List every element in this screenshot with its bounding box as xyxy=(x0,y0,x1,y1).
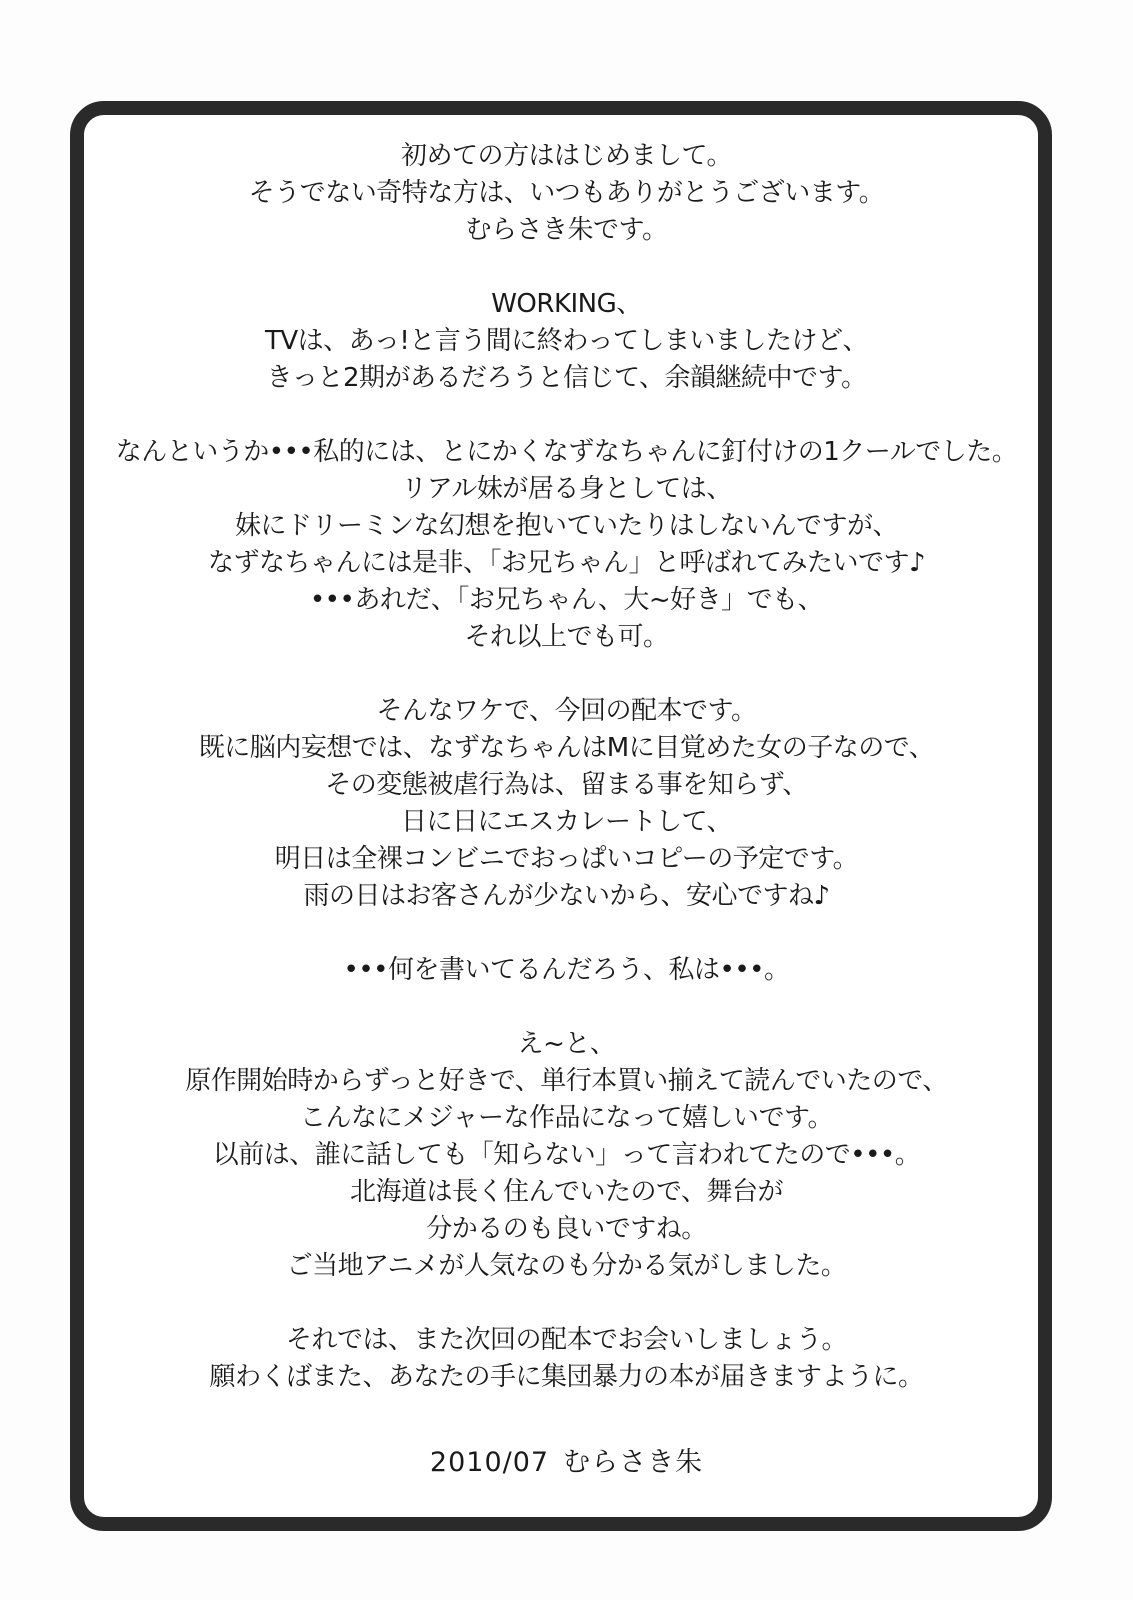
text-line: •••何を書いてるんだろう、私は•••。 xyxy=(343,955,790,985)
text-line: リアル妹が居る身としては、 xyxy=(401,474,732,504)
text-line: そうでない奇特な方は、いつもありがとうございます。 xyxy=(248,178,885,208)
text-line: 既に脳内妄想では、なずなちゃんはMに目覚めた女の子なので、 xyxy=(198,733,935,763)
paragraph-gap xyxy=(0,656,1133,693)
paragraph xyxy=(0,286,1133,397)
text-line: その変態被虐行為は、留まる事を知らず、 xyxy=(325,770,808,800)
text-line: それでは、また次回の配本でお会いしましょう。 xyxy=(285,1325,847,1355)
text-line: WORKING、 xyxy=(491,289,642,319)
text-line: 以前は、誰に話しても「知らない」って言われてたので•••。 xyxy=(212,1140,921,1170)
text-line: 日に日にエスカレートして、 xyxy=(401,807,732,837)
signature-date: 2010/07 xyxy=(429,1447,550,1478)
paragraph-gap xyxy=(0,397,1133,434)
paragraph xyxy=(0,1322,1133,1396)
paragraph-gap xyxy=(0,915,1133,952)
paragraph xyxy=(0,434,1133,656)
text-line: こんなにメジャーな作品になって嬉しいです。 xyxy=(300,1103,833,1133)
text-line: 雨の日はお客さんが少ないから、安心ですね♪ xyxy=(303,881,830,911)
paragraph xyxy=(0,952,1133,989)
paragraph xyxy=(0,138,1133,249)
text-line: ご当地アニメが人気なのも分かる気がしました。 xyxy=(286,1251,847,1281)
paragraph-gap xyxy=(0,1285,1133,1322)
text-line: 分かるのも良いですね。 xyxy=(426,1214,707,1244)
text-line: 明日は全裸コンビニでおっぱいコピーの予定です。 xyxy=(274,844,859,874)
text-line: 北海道は長く住んでいたので、舞台が xyxy=(350,1177,783,1207)
text-line: •••あれだ、「お兄ちゃん、大~好き」でも、 xyxy=(309,585,824,615)
text-line: 原作開始時からずっと好きで、単行本買い揃えて読んでいたので、 xyxy=(185,1066,948,1096)
text-line: むらさき朱です。 xyxy=(465,215,668,245)
text-line: 妹にドリーミンな幻想を抱いていたりはしないんですが、 xyxy=(234,511,898,541)
text-line: それ以上でも可。 xyxy=(464,622,669,652)
text-line: そんなワケで、今回の配本です。 xyxy=(376,696,757,726)
text-line: 願わくばまた、あなたの手に集団暴力の本が届きますように。 xyxy=(209,1362,924,1392)
text-line: なんというか•••私的には、とにかくなずなちゃんに釘付けの1クールでした。 xyxy=(115,437,1018,467)
text-line: 初めての方ははじめまして。 xyxy=(401,141,732,171)
text-line: え~と、 xyxy=(517,1029,616,1059)
text-line: きっと2期があるだろうと信じて、余韻継続中です。 xyxy=(266,363,867,393)
paragraph-gap xyxy=(0,989,1133,1026)
paragraph xyxy=(0,1026,1133,1285)
signature-author: むらさき朱 xyxy=(563,1447,704,1478)
text-line: なずなちゃんには是非、「お兄ちゃん」と呼ばれてみたいです♪ xyxy=(207,548,926,578)
afterword-text xyxy=(0,138,1133,1396)
signature xyxy=(0,1440,1133,1479)
text-line: TVは、あっ!と言う間に終わってしまいましたけど、 xyxy=(264,326,869,356)
paragraph-gap xyxy=(0,249,1133,286)
paragraph xyxy=(0,693,1133,915)
